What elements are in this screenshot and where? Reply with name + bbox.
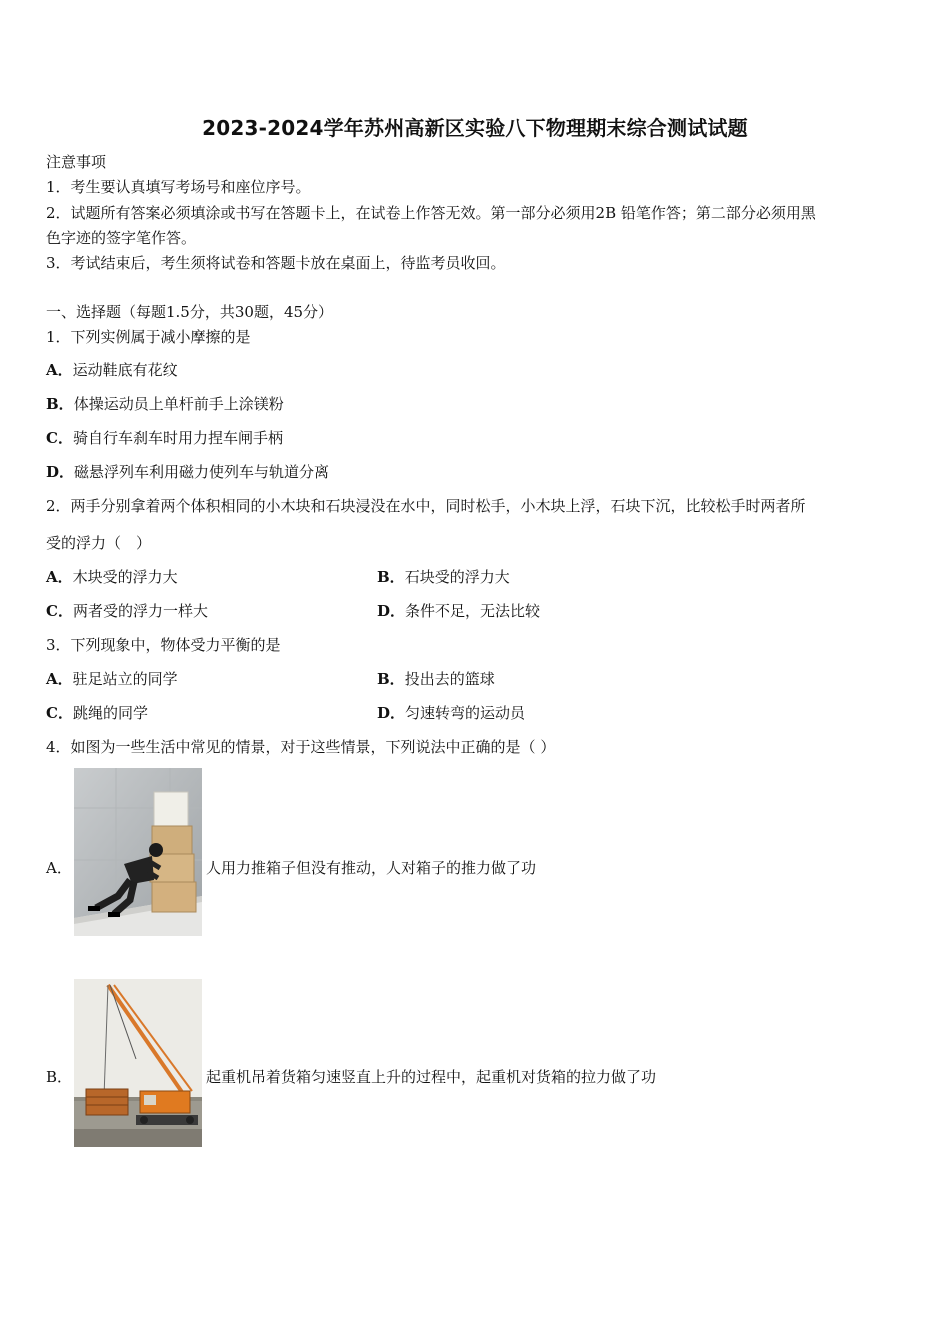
person-pushing-boxes-image bbox=[74, 768, 202, 936]
option-a: A．驻足站立的同学 bbox=[46, 670, 178, 688]
person-pushing-boxes-illustration bbox=[74, 768, 202, 936]
option-d: D．匀速转弯的运动员 bbox=[377, 704, 526, 722]
option-a-text: 人用力推箱子但没有推动，人对箱子的推力做了功 bbox=[206, 859, 537, 877]
notice-item: 2．试题所有答案必须填涂或书写在答题卡上，在试卷上作答无效。第一部分必须用2B 铅笔作答；第二部分必须用黑 bbox=[46, 204, 816, 222]
option-b-text: 起重机吊着货箱匀速竖直上升的过程中，起重机对货箱的拉力做了功 bbox=[206, 1068, 657, 1086]
notice-item: 色字迹的签字笔作答。 bbox=[46, 229, 197, 247]
option-c: C．骑自行车刹车时用力捏车闸手柄 bbox=[46, 429, 283, 447]
question-stem: 4．如图为一些生活中常见的情景，对于这些情景，下列说法中正确的是（ ） bbox=[46, 738, 556, 756]
option-d: D．磁悬浮列车利用磁力使列车与轨道分离 bbox=[46, 463, 330, 481]
page-title: 2023-2024学年苏州高新区实验八下物理期末综合测试试题 bbox=[202, 116, 748, 140]
option-b: B．投出去的篮球 bbox=[377, 670, 495, 688]
option-b: B．体操运动员上单杆前手上涂镁粉 bbox=[46, 395, 284, 413]
question-stem: 2．两手分别拿着两个体积相同的小木块和石块浸没在水中，同时松手，小木块上浮，石块下沉，比较松手时两者所 bbox=[46, 497, 806, 515]
question-stem: 受的浮力（ ） bbox=[46, 534, 152, 552]
option-d: D．条件不足，无法比较 bbox=[377, 602, 541, 620]
option-a-label: A． bbox=[46, 859, 72, 877]
notice-item: 1．考生要认真填写考场号和座位序号。 bbox=[46, 178, 311, 196]
question-stem: 3．下列现象中，物体受力平衡的是 bbox=[46, 636, 281, 654]
option-b-label: B． bbox=[46, 1068, 73, 1086]
option-c: C．跳绳的同学 bbox=[46, 704, 148, 722]
question-stem: 1．下列实例属于减小摩擦的是 bbox=[46, 328, 251, 346]
crane-lifting-crate-image bbox=[74, 979, 202, 1147]
notice-item: 3．考试结束后，考生须将试卷和答题卡放在桌面上，待监考员收回。 bbox=[46, 254, 506, 272]
option-a: A．木块受的浮力大 bbox=[46, 568, 178, 586]
section-heading: 一、选择题（每题1.5分，共30题，45分） bbox=[46, 303, 334, 321]
option-b: B．石块受的浮力大 bbox=[377, 568, 510, 586]
option-a: A．运动鞋底有花纹 bbox=[46, 361, 178, 379]
crane-lifting-crate-illustration bbox=[74, 979, 202, 1147]
notice-heading: 注意事项 bbox=[46, 153, 107, 171]
option-c: C．两者受的浮力一样大 bbox=[46, 602, 208, 620]
